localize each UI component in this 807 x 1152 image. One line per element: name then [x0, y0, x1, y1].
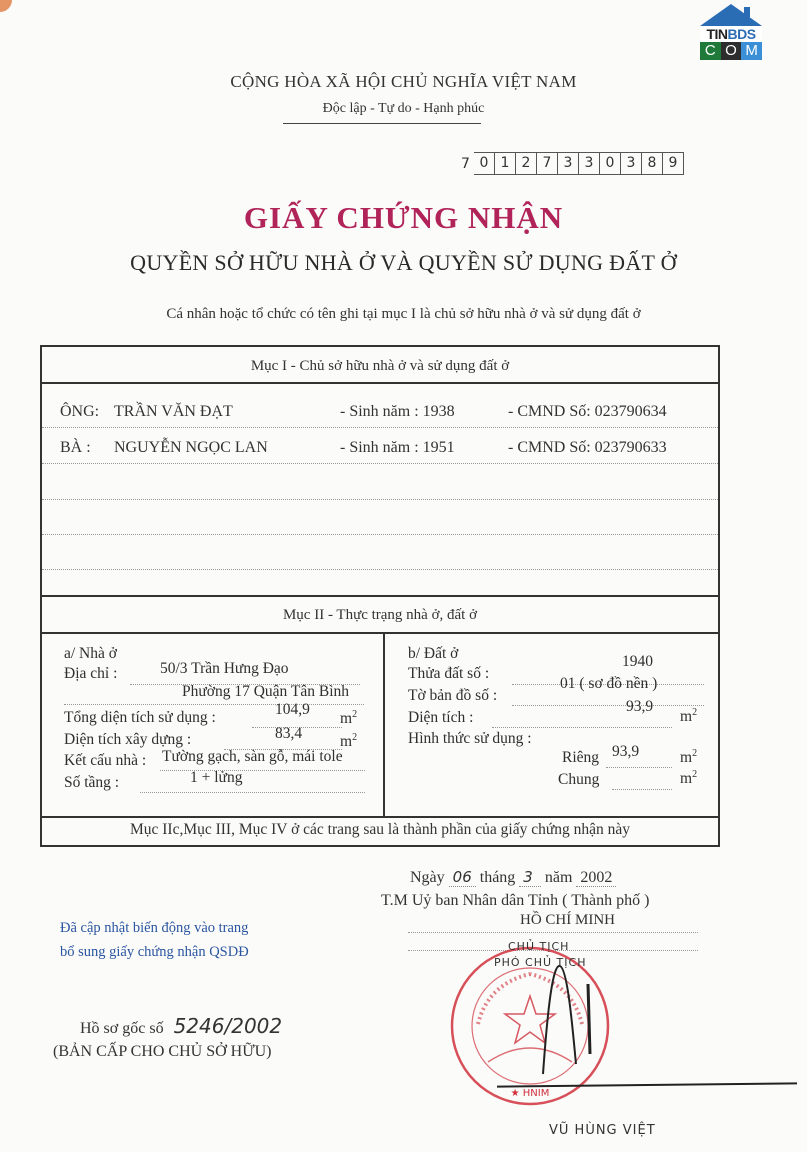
serial-digit: 1 — [495, 152, 516, 175]
section1-heading: Mục I - Chủ sở hữu nhà ở và sử dụng đất ở — [250, 358, 510, 374]
tinbds-logo — [700, 4, 762, 62]
house-roof-icon — [700, 4, 762, 26]
dotted-line — [408, 932, 698, 933]
intro-text: Cá nhân hoặc tổ chức có tên ghi tại mục I là chủ sở hữu nhà ở và sử dụng đất ở — [166, 306, 641, 322]
serial-number — [461, 152, 684, 175]
serial-digit: 3 — [621, 152, 642, 175]
dotted-line — [42, 463, 718, 464]
update-note-line2: bổ sung giấy chứng nhận QSDĐ — [60, 944, 249, 960]
unit: $m^2$ — [680, 748, 698, 767]
serial-digit: 3 — [558, 152, 579, 175]
owner-name: NGUYỄN NGỌC LAN — [114, 439, 268, 456]
motto-underline — [283, 123, 481, 124]
build-area-label: Diện tích xây dựng : — [64, 731, 192, 748]
divider — [42, 382, 718, 384]
dotted-line — [606, 767, 672, 768]
signer-role-2: PHÓ CHỦ TỊCH — [494, 956, 587, 969]
land-area-value: 93,9 — [626, 698, 654, 715]
floors-value: 1 + lửng — [190, 769, 243, 786]
build-area-value: 83,4 — [275, 725, 303, 742]
serial-digit: 8 — [642, 152, 663, 175]
unit: $m^2$ — [680, 707, 698, 726]
serial-digit: 7 — [537, 152, 558, 175]
year-value: 2002 — [580, 869, 613, 886]
private-value: 93,9 — [612, 743, 640, 760]
serial-digit: 0 — [600, 152, 621, 175]
month-value: 3 — [523, 868, 533, 886]
divider — [42, 595, 718, 597]
divider — [42, 632, 718, 634]
column-divider — [383, 634, 385, 818]
signer-name: VŨ HÙNG VIỆT — [549, 1123, 656, 1138]
committee: T.M Uỷ ban Nhân dân Tỉnh ( Thành phố ) — [381, 892, 650, 909]
dotted-line — [512, 705, 704, 706]
document-title: GIẤY CHỨNG NHẬN — [243, 200, 564, 235]
city: HỒ CHÍ MINH — [520, 912, 615, 928]
owner-title: ÔNG: — [60, 403, 100, 420]
address-label: Địa chỉ : — [64, 665, 118, 682]
dotted-line — [42, 534, 718, 535]
private-label: Riêng — [562, 749, 600, 766]
section2-heading: Mục II - Thực trạng nhà ở, đất ở — [282, 607, 478, 623]
owner-id: - CMND Số: 023790634 — [508, 403, 667, 420]
house-label: a/ Nhà ở — [64, 645, 117, 662]
serial-digit: 2 — [516, 152, 537, 175]
serial-digit: 0 — [474, 152, 495, 175]
plot-value: 1940 — [622, 653, 653, 670]
map-label: Tờ bản đồ số : — [408, 687, 498, 704]
floors-label: Số tầng : — [64, 774, 120, 791]
footnote: Mục IIc,Mục III, Mục IV ở các trang sau là thành phần của giấy chứng nhận này — [129, 821, 631, 838]
logo-text-bottom: C O M — [700, 42, 762, 60]
dotted-line — [42, 569, 718, 570]
record-number: Hồ sơ gốc số 5246/2002 — [80, 1014, 283, 1038]
issue-date: Ngày 06 tháng 3 năm 2002 — [410, 868, 616, 887]
owner-birth: - Sinh năm : 1938 — [340, 403, 455, 420]
signer-role-1: CHỦ TỊCH — [508, 940, 570, 953]
divider — [42, 816, 718, 818]
owner-id: - CMND Số: 023790633 — [508, 439, 667, 456]
serial-digit: 3 — [579, 152, 600, 175]
usage-label: Hình thức sử dụng : — [408, 730, 532, 747]
dotted-line — [492, 727, 672, 728]
dotted-line — [64, 704, 364, 705]
dotted-line — [42, 499, 718, 500]
serial-digit: 9 — [663, 152, 684, 175]
certificate-box — [40, 345, 720, 847]
copy-type: (BẢN CẤP CHO CHỦ SỞ HỮU) — [53, 1043, 272, 1060]
unit: $m^2$ — [680, 769, 698, 788]
document-subtitle: QUYỀN SỞ HỮU NHÀ Ở VÀ QUYỀN SỬ DỤNG ĐẤT Ở — [130, 250, 677, 275]
total-area-value: 104,9 — [275, 701, 310, 718]
dotted-line — [42, 427, 718, 428]
day-value: 06 — [452, 868, 472, 886]
logo-text-top: TINBDS — [700, 26, 762, 42]
owner-title: BÀ : — [60, 439, 91, 456]
structure-label: Kết cấu nhà : — [64, 752, 147, 769]
dotted-line — [140, 792, 365, 793]
chimney-icon — [744, 7, 750, 17]
total-area-label: Tổng diện tích sử dụng : — [64, 709, 216, 726]
svg-text:★ HNIM: ★ HNIM — [510, 1088, 550, 1099]
record-number-value: 5246/2002 — [173, 1014, 283, 1038]
address-line1: 50/3 Trần Hưng Đạo — [160, 660, 289, 677]
corner-mark — [0, 0, 12, 12]
motto: Độc lập - Tự do - Hạnh phúc — [322, 101, 485, 116]
address-line2: Phường 17 Quận Tân Bình — [182, 683, 350, 700]
update-note-line1: Đã cập nhật biến động vào trang — [60, 920, 249, 936]
land-label: b/ Đất ở — [408, 645, 459, 662]
structure-value: Tường gạch, sàn gỗ, mái tole — [162, 748, 343, 765]
owner-birth: - Sinh năm : 1951 — [340, 439, 455, 456]
serial-prefix: 7 — [461, 155, 470, 172]
plot-label: Thửa đất số : — [408, 665, 490, 682]
shared-label: Chung — [558, 771, 600, 788]
unit: $m^2$ — [340, 709, 358, 728]
map-value: 01 ( sơ đồ nền ) — [560, 675, 658, 692]
unit: $m^2$ — [340, 732, 358, 751]
owner-name: TRẦN VĂN ĐẠT — [114, 403, 233, 420]
dotted-line — [612, 789, 672, 790]
land-area-label: Diện tích : — [408, 709, 474, 726]
nation-heading: CỘNG HÒA XÃ HỘI CHỦ NGHĨA VIỆT NAM — [230, 72, 577, 91]
